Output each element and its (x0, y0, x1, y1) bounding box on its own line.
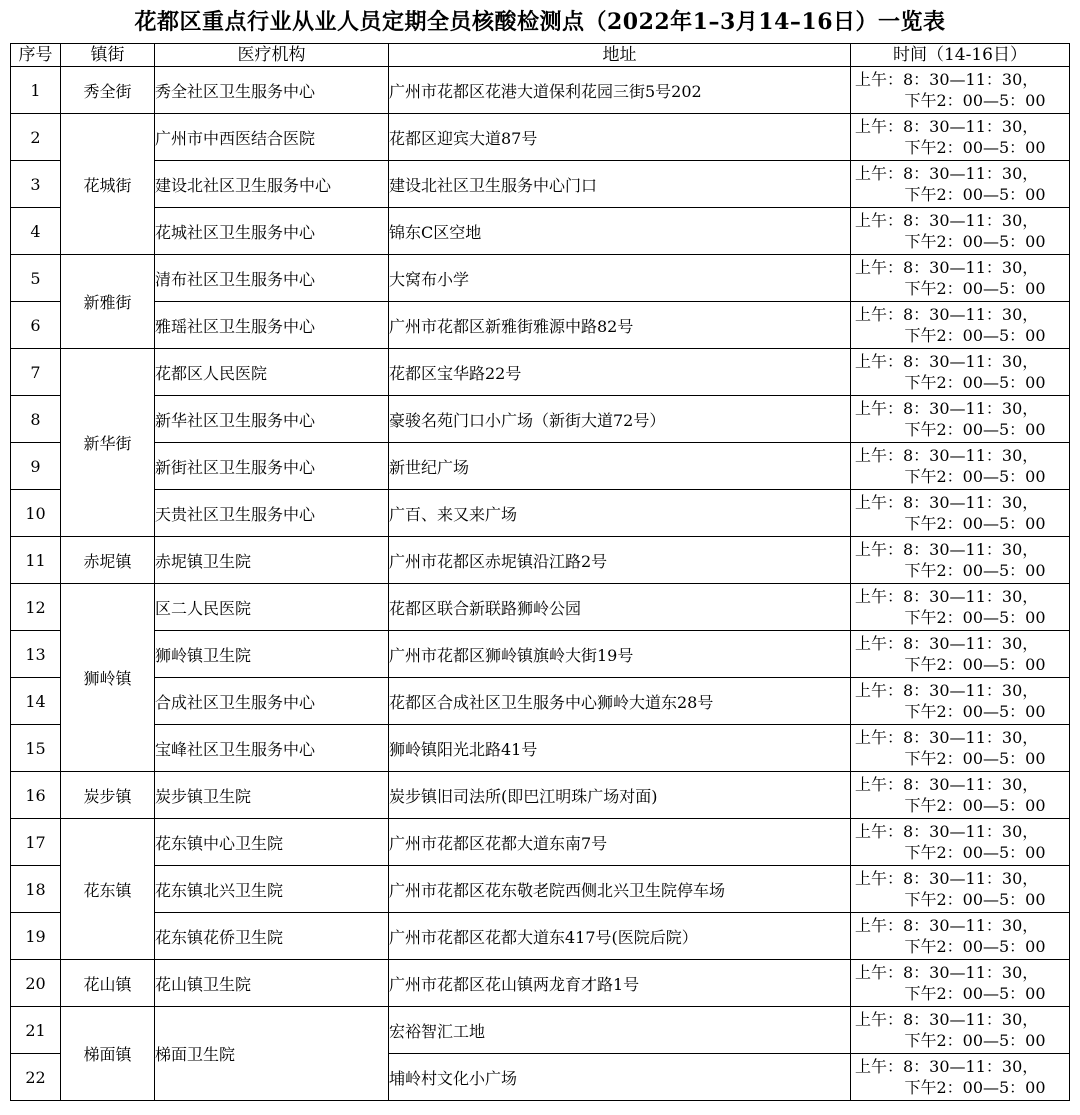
serial-number-cell: 18 (11, 866, 61, 913)
table-row (11, 302, 1070, 349)
address-cell: 花都区合成社区卫生服务中心狮岭大道东28号 (389, 678, 851, 725)
morning-hours: 上午：8：30—11：30， (855, 681, 1039, 700)
time-cell (851, 114, 1070, 161)
header-time: 时间（14-16日） (851, 44, 1070, 67)
afternoon-hours: 下午2：00—5：00 (904, 326, 1046, 345)
serial-number-cell: 4 (11, 208, 61, 255)
institution-cell: 新街社区卫生服务中心 (155, 443, 389, 490)
time-cell (851, 772, 1070, 819)
address-cell: 新世纪广场 (389, 443, 851, 490)
address-cell: 广州市花都区花东敬老院西侧北兴卫生院停车场 (389, 866, 851, 913)
serial-number-cell: 15 (11, 725, 61, 772)
afternoon-hours: 下午2：00—5：00 (904, 420, 1046, 439)
morning-hours: 上午：8：30—11：30， (855, 540, 1039, 559)
morning-hours: 上午：8：30—11：30， (855, 70, 1039, 89)
afternoon-hours: 下午2：00—5：00 (904, 984, 1046, 1003)
town-cell: 花山镇 (61, 960, 155, 1007)
address-cell: 广百、来又来广场 (389, 490, 851, 537)
morning-hours: 上午：8：30—11：30， (855, 1010, 1039, 1029)
morning-hours: 上午：8：30—11：30， (855, 352, 1039, 371)
time-cell (851, 537, 1070, 584)
table-row (11, 67, 1070, 114)
institution-cell: 梯面卫生院 (155, 1007, 389, 1101)
table-row (11, 443, 1070, 490)
time-cell (851, 678, 1070, 725)
serial-number-cell: 6 (11, 302, 61, 349)
address-cell: 狮岭镇阳光北路41号 (389, 725, 851, 772)
time-cell (851, 490, 1070, 537)
address-cell: 大窝布小学 (389, 255, 851, 302)
morning-hours: 上午：8：30—11：30， (855, 258, 1039, 277)
address-cell: 广州市花都区花山镇两龙育才路1号 (389, 960, 851, 1007)
address-cell: 广州市花都区花都大道东417号(医院后院） (389, 913, 851, 960)
institution-cell: 宝峰社区卫生服务中心 (155, 725, 389, 772)
time-cell (851, 396, 1070, 443)
document-title: 花都区重点行业从业人员定期全员核酸检测点（2022年1–3月14–16日）一览表 (134, 9, 946, 35)
table-body (11, 67, 1070, 1101)
institution-cell: 雅瑶社区卫生服务中心 (155, 302, 389, 349)
address-cell: 宏裕智汇工地 (389, 1007, 851, 1054)
table-row (11, 490, 1070, 537)
header-serial-number: 序号 (11, 44, 61, 67)
afternoon-hours: 下午2：00—5：00 (904, 232, 1046, 251)
morning-hours: 上午：8：30—11：30， (855, 963, 1039, 982)
afternoon-hours: 下午2：00—5：00 (904, 1031, 1046, 1050)
afternoon-hours: 下午2：00—5：00 (904, 890, 1046, 909)
time-cell (851, 866, 1070, 913)
institution-cell: 清布社区卫生服务中心 (155, 255, 389, 302)
table-row (11, 161, 1070, 208)
afternoon-hours: 下午2：00—5：00 (904, 185, 1046, 204)
institution-cell: 花山镇卫生院 (155, 960, 389, 1007)
address-cell: 锦东C区空地 (389, 208, 851, 255)
institution-cell: 花东镇北兴卫生院 (155, 866, 389, 913)
serial-number-cell: 8 (11, 396, 61, 443)
institution-cell: 广州市中西医结合医院 (155, 114, 389, 161)
address-cell: 广州市花都区新雅街雅源中路82号 (389, 302, 851, 349)
time-cell (851, 255, 1070, 302)
table-row (11, 114, 1070, 161)
morning-hours: 上午：8：30—11：30， (855, 728, 1039, 747)
morning-hours: 上午：8：30—11：30， (855, 164, 1039, 183)
afternoon-hours: 下午2：00—5：00 (904, 467, 1046, 486)
table-row (11, 1007, 1070, 1054)
serial-number-cell: 2 (11, 114, 61, 161)
time-cell (851, 349, 1070, 396)
time-cell (851, 161, 1070, 208)
morning-hours: 上午：8：30—11：30， (855, 1057, 1039, 1076)
table-row (11, 960, 1070, 1007)
afternoon-hours: 下午2：00—5：00 (904, 514, 1046, 533)
institution-cell: 花都区人民医院 (155, 349, 389, 396)
institution-cell: 建设北社区卫生服务中心 (155, 161, 389, 208)
serial-number-cell: 14 (11, 678, 61, 725)
address-cell: 广州市花都区花港大道保利花园三街5号202 (389, 67, 851, 114)
header-institution: 医疗机构 (155, 44, 389, 67)
table-row (11, 255, 1070, 302)
address-cell: 埔岭村文化小广场 (389, 1054, 851, 1101)
time-cell (851, 67, 1070, 114)
morning-hours: 上午：8：30—11：30， (855, 117, 1039, 136)
time-cell (851, 913, 1070, 960)
town-cell: 新华街 (61, 349, 155, 537)
table-row (11, 866, 1070, 913)
time-cell (851, 960, 1070, 1007)
serial-number-cell: 12 (11, 584, 61, 631)
town-cell: 赤坭镇 (61, 537, 155, 584)
town-cell: 花城街 (61, 114, 155, 255)
afternoon-hours: 下午2：00—5：00 (904, 561, 1046, 580)
institution-cell: 区二人民医院 (155, 584, 389, 631)
table-row (11, 537, 1070, 584)
table-row (11, 208, 1070, 255)
serial-number-cell: 19 (11, 913, 61, 960)
morning-hours: 上午：8：30—11：30， (855, 305, 1039, 324)
time-cell (851, 443, 1070, 490)
testing-sites-table (10, 43, 1070, 1101)
address-cell: 炭步镇旧司法所(即巴江明珠广场对面) (389, 772, 851, 819)
institution-cell: 花东镇花侨卫生院 (155, 913, 389, 960)
afternoon-hours: 下午2：00—5：00 (904, 1078, 1046, 1097)
afternoon-hours: 下午2：00—5：00 (904, 937, 1046, 956)
address-cell: 花都区迎宾大道87号 (389, 114, 851, 161)
morning-hours: 上午：8：30—11：30， (855, 822, 1039, 841)
institution-cell: 合成社区卫生服务中心 (155, 678, 389, 725)
morning-hours: 上午：8：30—11：30， (855, 916, 1039, 935)
afternoon-hours: 下午2：00—5：00 (904, 279, 1046, 298)
morning-hours: 上午：8：30—11：30， (855, 869, 1039, 888)
time-cell (851, 631, 1070, 678)
town-cell: 新雅街 (61, 255, 155, 349)
address-cell: 花都区联合新联路狮岭公园 (389, 584, 851, 631)
address-cell: 豪骏名苑门口小广场（新街大道72号） (389, 396, 851, 443)
afternoon-hours: 下午2：00—5：00 (904, 91, 1046, 110)
institution-cell: 炭步镇卫生院 (155, 772, 389, 819)
institution-cell: 花东镇中心卫生院 (155, 819, 389, 866)
serial-number-cell: 20 (11, 960, 61, 1007)
afternoon-hours: 下午2：00—5：00 (904, 702, 1046, 721)
serial-number-cell: 17 (11, 819, 61, 866)
time-cell (851, 208, 1070, 255)
serial-number-cell: 16 (11, 772, 61, 819)
table-row (11, 396, 1070, 443)
serial-number-cell: 21 (11, 1007, 61, 1054)
institution-cell: 天贵社区卫生服务中心 (155, 490, 389, 537)
address-cell: 花都区宝华路22号 (389, 349, 851, 396)
serial-number-cell: 5 (11, 255, 61, 302)
serial-number-cell: 13 (11, 631, 61, 678)
institution-cell: 秀全社区卫生服务中心 (155, 67, 389, 114)
table-row (11, 772, 1070, 819)
serial-number-cell: 10 (11, 490, 61, 537)
morning-hours: 上午：8：30—11：30， (855, 634, 1039, 653)
town-cell: 秀全街 (61, 67, 155, 114)
town-cell: 狮岭镇 (61, 584, 155, 772)
address-cell: 建设北社区卫生服务中心门口 (389, 161, 851, 208)
town-cell: 花东镇 (61, 819, 155, 960)
morning-hours: 上午：8：30—11：30， (855, 493, 1039, 512)
afternoon-hours: 下午2：00—5：00 (904, 608, 1046, 627)
serial-number-cell: 3 (11, 161, 61, 208)
table-row (11, 725, 1070, 772)
institution-cell: 新华社区卫生服务中心 (155, 396, 389, 443)
afternoon-hours: 下午2：00—5：00 (904, 843, 1046, 862)
town-cell: 梯面镇 (61, 1007, 155, 1101)
afternoon-hours: 下午2：00—5：00 (904, 655, 1046, 674)
serial-number-cell: 9 (11, 443, 61, 490)
afternoon-hours: 下午2：00—5：00 (904, 373, 1046, 392)
table-row (11, 584, 1070, 631)
morning-hours: 上午：8：30—11：30， (855, 399, 1039, 418)
serial-number-cell: 11 (11, 537, 61, 584)
serial-number-cell: 1 (11, 67, 61, 114)
afternoon-hours: 下午2：00—5：00 (904, 138, 1046, 157)
afternoon-hours: 下午2：00—5：00 (904, 796, 1046, 815)
table-row (11, 678, 1070, 725)
serial-number-cell: 7 (11, 349, 61, 396)
morning-hours: 上午：8：30—11：30， (855, 775, 1039, 794)
serial-number-cell: 22 (11, 1054, 61, 1101)
morning-hours: 上午：8：30—11：30， (855, 587, 1039, 606)
institution-cell: 狮岭镇卫生院 (155, 631, 389, 678)
header-town: 镇街 (61, 44, 155, 67)
time-cell (851, 819, 1070, 866)
address-cell: 广州市花都区赤坭镇沿江路2号 (389, 537, 851, 584)
table-row (11, 913, 1070, 960)
table-row (11, 631, 1070, 678)
institution-cell: 花城社区卫生服务中心 (155, 208, 389, 255)
address-cell: 广州市花都区花都大道东南7号 (389, 819, 851, 866)
afternoon-hours: 下午2：00—5：00 (904, 749, 1046, 768)
morning-hours: 上午：8：30—11：30， (855, 446, 1039, 465)
time-cell (851, 1007, 1070, 1054)
time-cell (851, 725, 1070, 772)
time-cell (851, 302, 1070, 349)
table-row (11, 819, 1070, 866)
address-cell: 广州市花都区狮岭镇旗岭大街19号 (389, 631, 851, 678)
table-header-row (11, 44, 1070, 67)
table-row (11, 349, 1070, 396)
institution-cell: 赤坭镇卫生院 (155, 537, 389, 584)
town-cell: 炭步镇 (61, 772, 155, 819)
time-cell (851, 1054, 1070, 1101)
header-address: 地址 (389, 44, 851, 67)
time-cell (851, 584, 1070, 631)
morning-hours: 上午：8：30—11：30， (855, 211, 1039, 230)
